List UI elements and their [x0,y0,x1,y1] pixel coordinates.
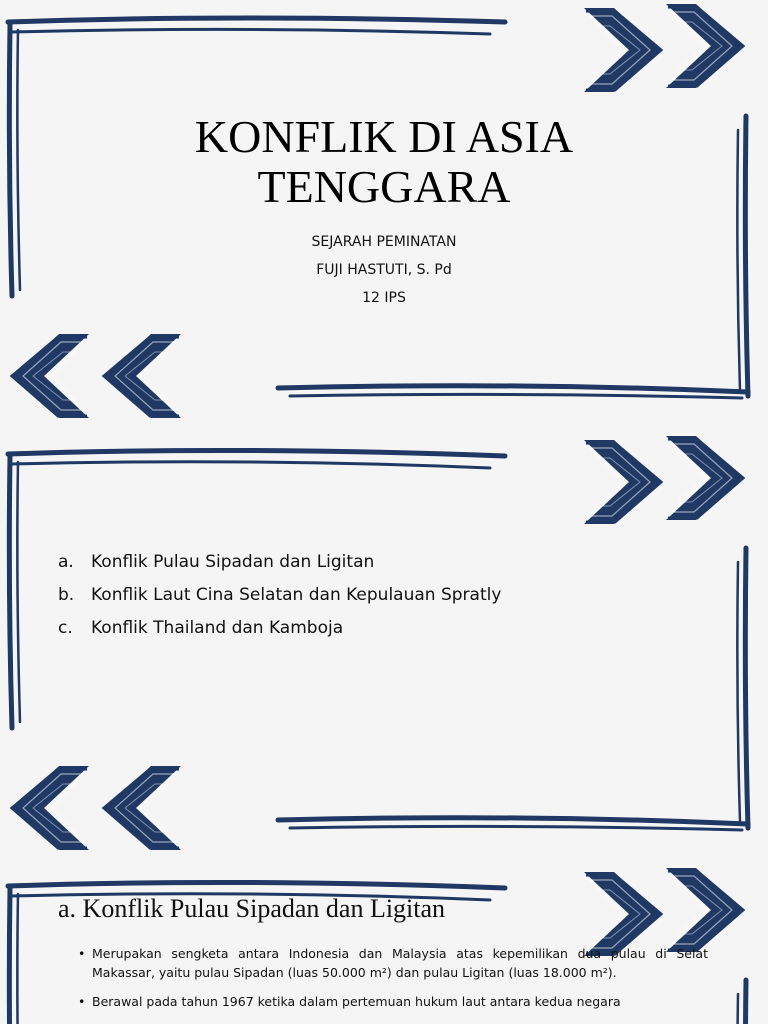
class-label: 12 IPS [362,290,406,306]
list-item-text: Konflik Thailand dan Kamboja [91,618,344,638]
list-item [58,612,501,645]
list-marker: a. [58,552,74,572]
list-item [58,579,501,612]
chevron-right-icon [666,4,743,88]
list-item-text: Konflik Pulau Sipadan dan Ligitan [91,552,375,572]
chevron-right-icon [584,8,661,92]
bullet-item: • Berawal pada tahun 1967 ketika dalam pertemuan hukum laut antara kedua negara [92,992,708,1011]
list-marker: c. [58,618,73,638]
chevron-left-icon [12,334,89,418]
chevron-left-icon [104,766,181,850]
list-item [58,546,501,579]
chevron-right-icon [666,868,743,952]
contents-list [58,546,501,645]
bullet-list [92,944,708,1021]
subtitle-block [0,228,768,312]
slide-frame-decoration [0,0,768,432]
slide-title [0,112,768,212]
slide-frame-decoration [0,432,768,864]
title-slide [0,0,768,432]
subject-label: SEJARAH PEMINATAN [311,234,457,250]
list-marker: b. [58,585,75,605]
detail-slide [0,864,768,1024]
chevron-left-icon [12,766,89,850]
title-line-1: KONFLIK DI ASIA [194,111,574,162]
chevron-right-icon [584,440,661,524]
slide-title: a. Konflik Pulau Sipadan dan Ligitan [58,894,446,923]
bullet-item: • Merupakan sengketa antara Indonesia dan Malaysia atas kepemilikan dua pulau di Selat Makassar, yaitu pulau Sipadan (luas 50.000 m²) dan pulau Ligitan (luas 18.000 m²). [92,944,708,982]
title-line-2: TENGGARA [257,161,511,212]
list-item-text: Konflik Laut Cina Selatan dan Kepulauan Spratly [91,585,502,605]
chevron-left-icon [104,334,181,418]
chevron-right-icon [666,436,743,520]
author-label: FUJI HASTUTI, S. Pd [316,262,452,278]
contents-slide [0,432,768,864]
